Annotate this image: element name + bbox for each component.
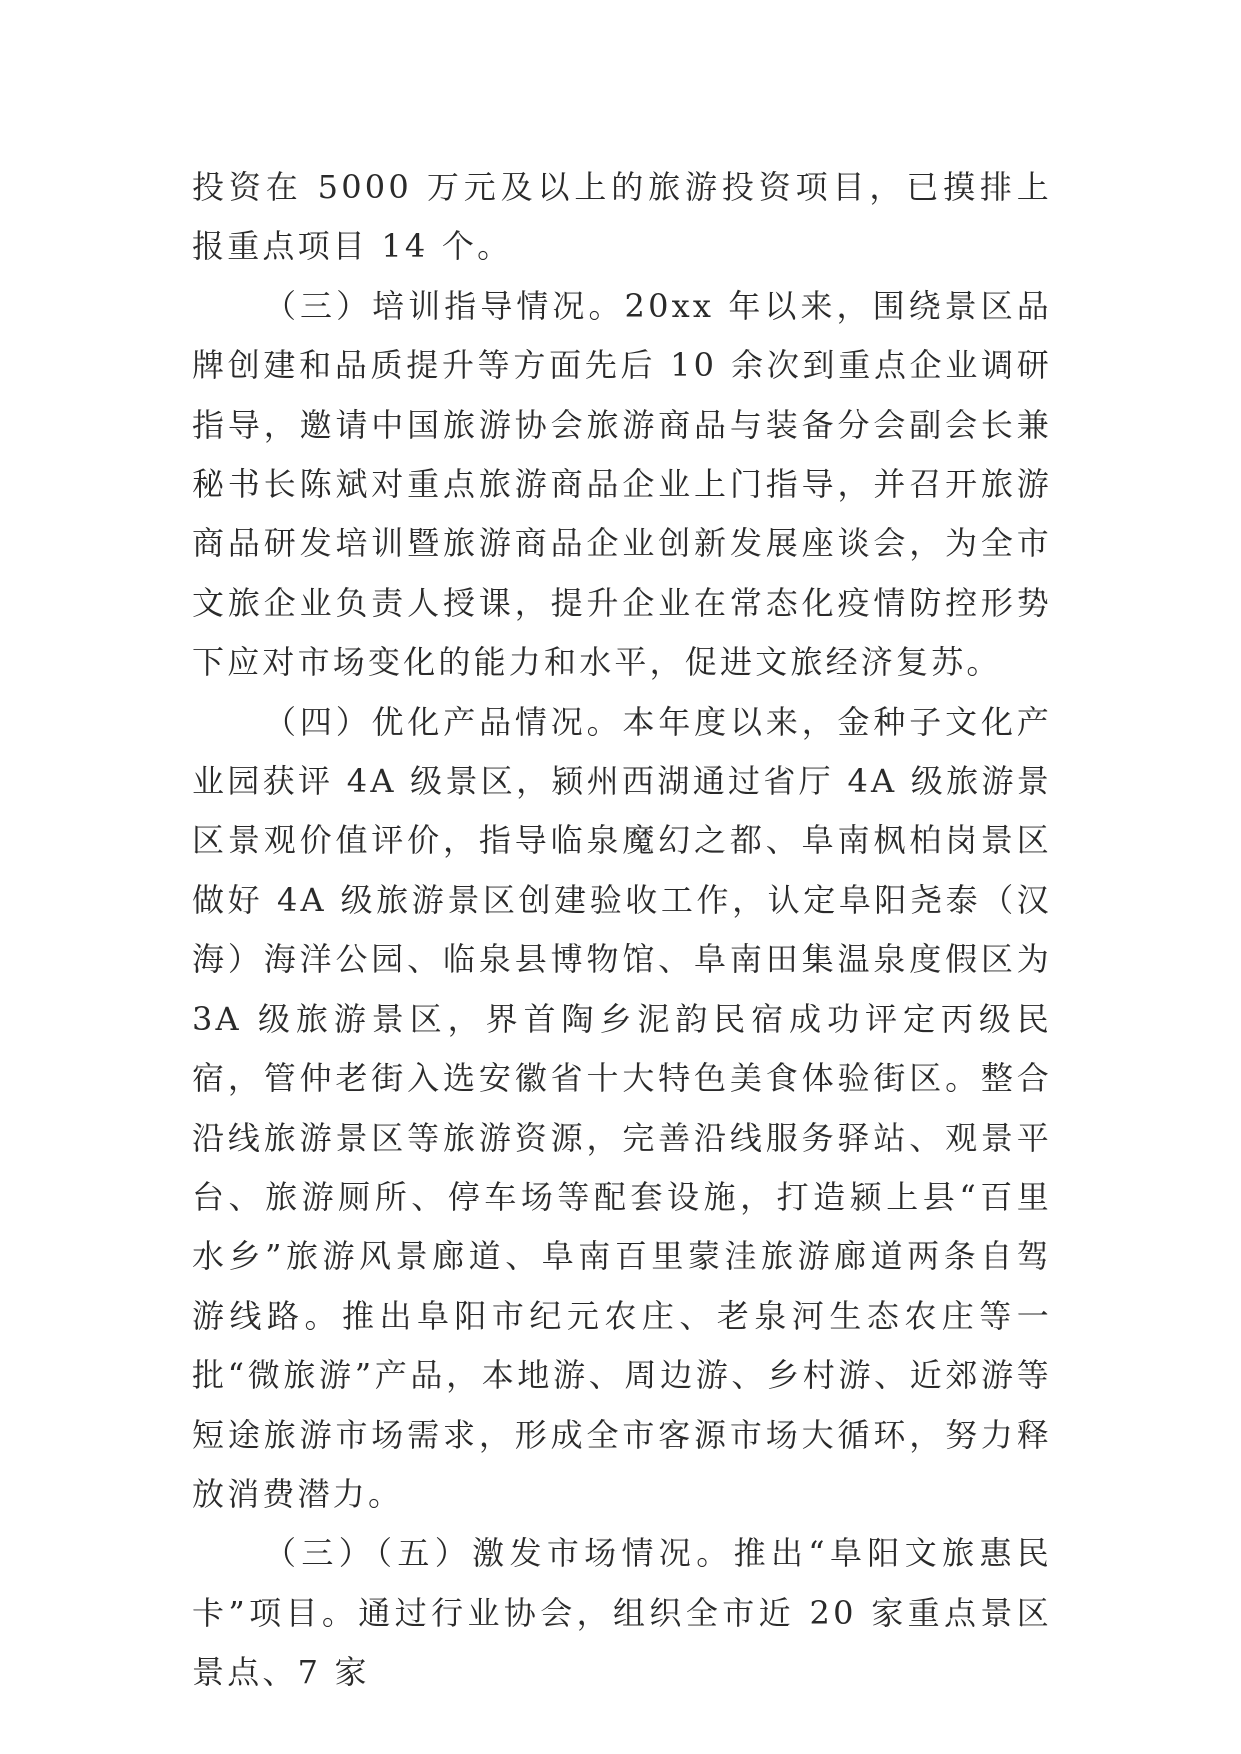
paragraph-product-optimization: （四）优化产品情况。本年度以来，金种子文化产业园获评 4A 级景区，颍州西湖通过省厅 4A 级旅游景区景观价值评价，指导临泉魔幻之都、阜南枫柏岗景区做好 4A 级旅游景区创建验收工作，认定阜阳尧泰（汉海）海洋公园、临泉县博物馆、阜南田集温泉度假区为 3A 级旅游景区，界首陶乡泥韵民宿成功评定丙级民宿，管仲老街入选安徽省十大特色美食体验街区。整合沿线旅游景区等旅游资源，完善沿线服务驿站、观景平台、旅游厕所、停车场等配套设施，打造颍上县“百里水乡”旅游风景廊道、阜南百里蒙洼旅游廊道两条自驾游线路。推出阜阳市纪元农庄、老泉河生态农庄等一批“微旅游”产品，本地游、周边游、乡村游、近郊游等短途旅游市场需求，形成全市客源市场大循环，努力释放消费潜力。 — [192, 702, 1052, 1513]
document-body — [192, 158, 1052, 1703]
paragraph-market-stimulation: （三）（五）激发市场情况。推出“阜阳文旅惠民卡”项目。通过行业协会，组织全市近 20 家重点景区景点、7 家 — [192, 1534, 1052, 1692]
paragraph-training-guidance: （三）培训指导情况。20xx 年以来，围绕景区品牌创建和品质提升等方面先后 10 余次到重点企业调研指导，邀请中国旅游协会旅游商品与装备分会副会长兼秘书长陈斌对重点旅游商品企业上门指导，并召开旅游商品研发培训暨旅游商品企业创新发展座谈会，为全市文旅企业负责人授课，提升企业在常态化疫情防控形势下应对市场变化的能力和水平，促进文旅经济复苏。 — [192, 286, 1052, 682]
paragraph-continuation: 投资在 5000 万元及以上的旅游投资项目，已摸排上报重点项目 14 个。 — [192, 168, 1052, 266]
